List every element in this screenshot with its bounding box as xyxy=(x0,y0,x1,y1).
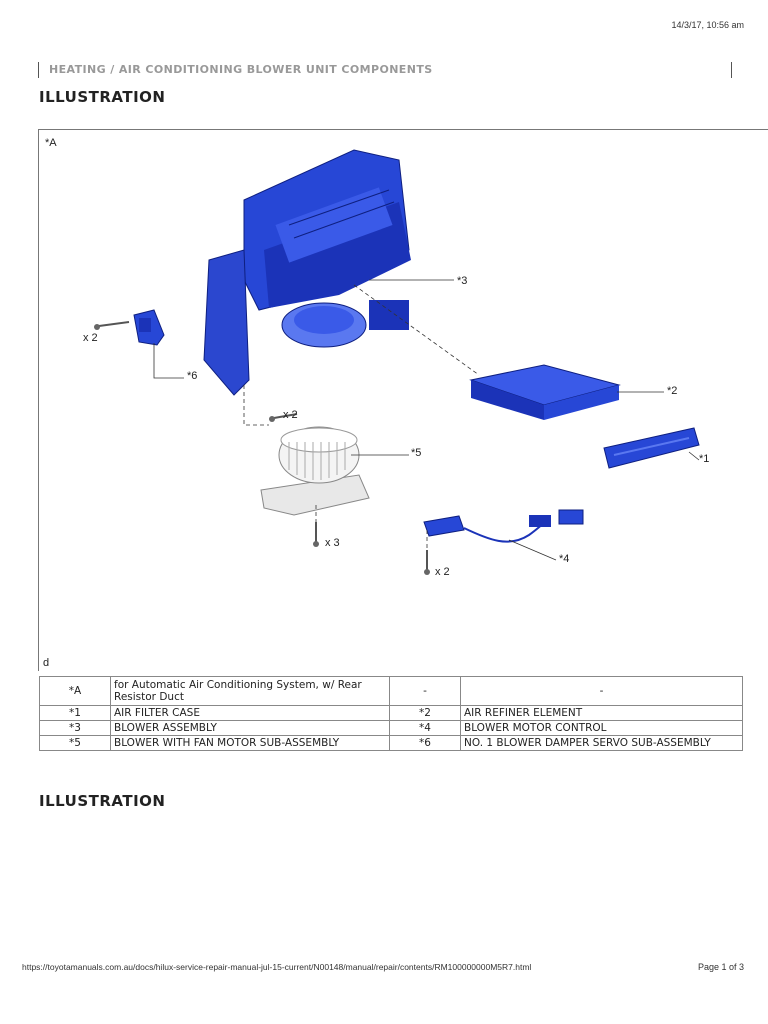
qty-damper-screws: x 2 xyxy=(83,332,98,344)
air-refiner-element-part xyxy=(471,365,619,420)
page-number: Page 1 of 3 xyxy=(697,962,744,972)
legend-code: *4 xyxy=(390,721,461,736)
exploded-view-diagram xyxy=(39,130,768,671)
legend-description: AIR REFINER ELEMENT xyxy=(461,706,743,721)
breadcrumb xyxy=(38,62,732,78)
legend-code: *2 xyxy=(390,706,461,721)
figure-bottom-label: d xyxy=(43,657,50,669)
qty-motor-screws: x 3 xyxy=(325,537,340,549)
legend-code: *5 xyxy=(40,736,111,751)
illustration-heading: ILLUSTRATION xyxy=(39,88,166,106)
blower-assembly-part xyxy=(204,150,411,395)
legend-description: BLOWER ASSEMBLY xyxy=(111,721,390,736)
components-illustration xyxy=(38,129,768,671)
legend-description: BLOWER WITH FAN MOTOR SUB-ASSEMBLY xyxy=(111,736,390,751)
legend-code: *6 xyxy=(390,736,461,751)
table-row xyxy=(40,721,743,736)
damper-servo-part xyxy=(94,310,164,345)
callout-1: *1 xyxy=(699,453,710,465)
print-timestamp: 14/3/17, 10:56 am xyxy=(671,20,744,30)
legend-description: NO. 1 BLOWER DAMPER SERVO SUB-ASSEMBLY xyxy=(461,736,743,751)
legend-description: for Automatic Air Conditioning System, w/ Rear Resistor Duct xyxy=(111,677,390,706)
callout-5: *5 xyxy=(411,447,422,459)
legend-code: *A xyxy=(40,677,111,706)
air-filter-case-part xyxy=(604,428,699,468)
blower-fan-motor-part xyxy=(261,414,369,547)
illustration-heading-2: ILLUSTRATION xyxy=(39,792,166,810)
legend-description: AIR FILTER CASE xyxy=(111,706,390,721)
breadcrumb-text: HEATING / AIR CONDITIONING BLOWER UNIT COMPONENTS xyxy=(49,63,433,76)
table-row xyxy=(40,706,743,721)
legend-description: - xyxy=(461,677,743,706)
legend-description: BLOWER MOTOR CONTROL xyxy=(461,721,743,736)
parts-legend-table xyxy=(39,676,743,751)
callout-4: *4 xyxy=(559,553,570,565)
legend-code: *1 xyxy=(40,706,111,721)
legend-code: *3 xyxy=(40,721,111,736)
qty-blower-screws: x 2 xyxy=(283,409,298,421)
callout-3: *3 xyxy=(457,275,468,287)
qty-control-screws: x 2 xyxy=(435,566,450,578)
legend-code: - xyxy=(390,677,461,706)
breadcrumb-divider xyxy=(731,62,732,78)
callout-6: *6 xyxy=(187,370,198,382)
table-row xyxy=(40,736,743,751)
footer-url[interactable]: https://toyotamanuals.com.au/docs/hilux-service-repair-manual-jul-15-current/N00148/manual/repair/contents/RM100000000M5R7.html xyxy=(22,962,532,972)
callout-2: *2 xyxy=(667,385,678,397)
table-row xyxy=(40,677,743,706)
figure-corner-label: *A xyxy=(45,137,57,149)
